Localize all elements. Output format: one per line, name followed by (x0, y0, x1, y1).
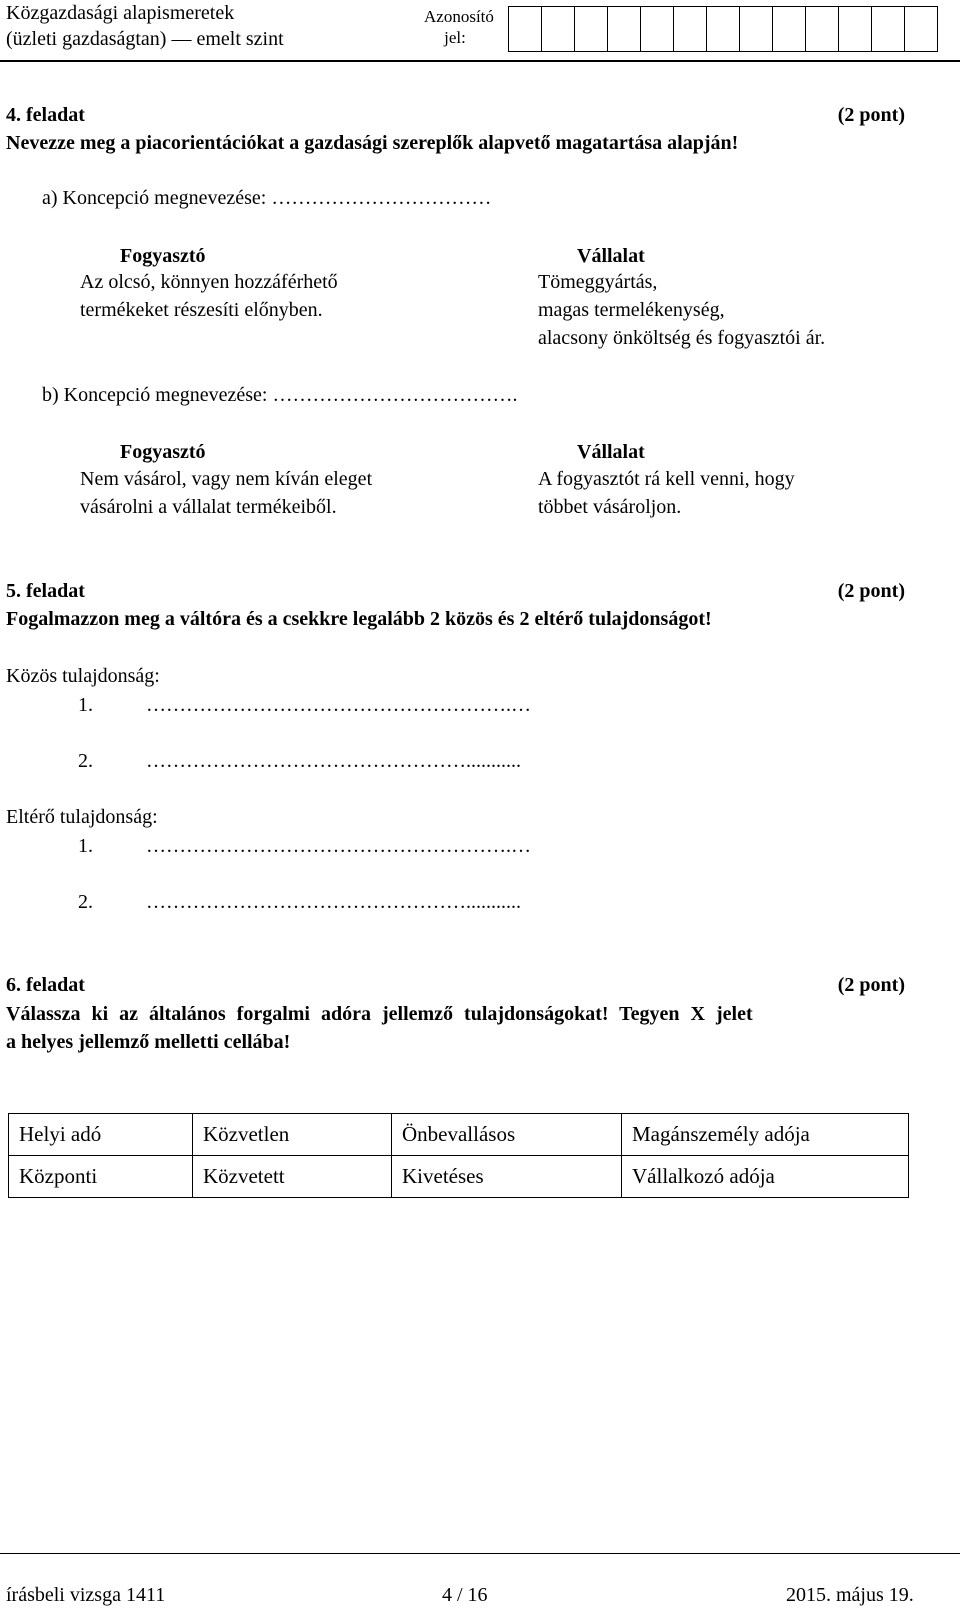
task4-b-consumer-line2: vásárolni a vállalat termékeiből. (80, 496, 337, 518)
task4-a-label[interactable]: a) Koncepció megnevezése: …………………………… (42, 187, 492, 209)
footer-exam-code: írásbeli vizsga 1411 (6, 1584, 166, 1606)
task6-number: 6. feladat (6, 974, 85, 996)
id-box[interactable] (838, 6, 872, 52)
common-2-answer[interactable]: …………………………………………........... (146, 750, 521, 772)
task4-heading (6, 101, 905, 129)
table-row (9, 1156, 909, 1198)
task5-question: Fogalmazzon meg a váltóra és a csekkre legalább 2 közös és 2 eltérő tulajdonságot! (6, 608, 712, 630)
common-1-number: 1. (78, 694, 93, 716)
id-box[interactable] (904, 6, 938, 52)
diff-1-answer[interactable]: ……………………………………………….… (146, 835, 531, 857)
id-box[interactable] (508, 6, 542, 52)
id-box[interactable] (541, 6, 575, 52)
diff-1-number: 1. (78, 835, 93, 857)
task4-a-consumer-title: Fogyasztó (120, 245, 206, 267)
id-box[interactable] (607, 6, 641, 52)
common-1-answer[interactable]: ……………………………………………….… (146, 694, 531, 716)
task5-points: (2 pont) (837, 580, 905, 602)
table-cell[interactable]: Vállalkozó adója (622, 1156, 909, 1198)
header-divider (0, 60, 960, 62)
common-2-number: 2. (78, 750, 93, 772)
task4-question: Nevezze meg a piacorientációkat a gazdasági szereplők alapvető magatartása alapján! (6, 132, 739, 154)
task4-b-consumer-title: Fogyasztó (120, 441, 206, 463)
task4-b-company-line2: többet vásároljon. (538, 496, 682, 518)
id-box[interactable] (772, 6, 806, 52)
table-cell[interactable]: Önbevallásos (392, 1114, 622, 1156)
common-label: Közös tulajdonság: (6, 665, 160, 687)
task6-question-line2: a helyes jellemző melletti cellába! (6, 1031, 291, 1053)
task4-a-consumer-line2: termékeket részesíti előnyben. (80, 299, 323, 321)
footer-page-number: 4 / 16 (442, 1584, 488, 1606)
id-box[interactable] (640, 6, 674, 52)
task6-heading (6, 971, 905, 999)
exam-subject (6, 0, 284, 52)
task6-question-line1: Válassza ki az általános forgalmi adóra jellemző tulajdonságokat! Tegyen X jelet (6, 1003, 753, 1025)
task4-b-consumer-line1: Nem vásárol, vagy nem kíván eleget (80, 468, 373, 490)
subject-line-1: Közgazdasági alapismeretek (6, 2, 235, 24)
task4-b-company-title: Vállalat (577, 441, 645, 463)
task5-number: 5. feladat (6, 580, 85, 602)
task5-heading (6, 577, 905, 605)
id-box[interactable] (805, 6, 839, 52)
table-cell[interactable]: Helyi adó (9, 1114, 193, 1156)
task4-points: (2 pont) (837, 104, 905, 126)
task4-a-company-line2: magas termelékenység, (538, 299, 725, 321)
diff-label: Eltérő tulajdonság: (6, 806, 158, 828)
task4-a-company-line3: alacsony önköltség és fogyasztói ár. (538, 327, 826, 349)
vat-properties-table (8, 1113, 909, 1198)
table-cell[interactable]: Kivetéses (392, 1156, 622, 1198)
id-boxes (509, 6, 938, 52)
footer-divider (0, 1553, 960, 1554)
table-cell[interactable]: Központi (9, 1156, 193, 1198)
task4-b-label[interactable]: b) Koncepció megnevezése: ………………………………. (42, 384, 518, 406)
diff-2-number: 2. (78, 891, 93, 913)
task6-points: (2 pont) (837, 974, 905, 996)
task4-number: 4. feladat (6, 104, 85, 126)
id-box[interactable] (739, 6, 773, 52)
table-cell[interactable]: Magánszemély adója (622, 1114, 909, 1156)
id-box[interactable] (871, 6, 905, 52)
table-row (9, 1114, 909, 1156)
task4-a-company-title: Vállalat (577, 245, 645, 267)
id-box[interactable] (706, 6, 740, 52)
task4-a-company-line1: Tömeggyártás, (538, 271, 658, 293)
diff-2-answer[interactable]: …………………………………………........... (146, 891, 521, 913)
task4-a-consumer-line1: Az olcsó, könnyen hozzáférhető (80, 271, 338, 293)
id-box[interactable] (574, 6, 608, 52)
table-cell[interactable]: Közvetlen (193, 1114, 392, 1156)
subject-line-2: (üzleti gazdaságtan) — emelt szint (6, 28, 284, 50)
footer-date: 2015. május 19. (786, 1584, 914, 1606)
id-box[interactable] (673, 6, 707, 52)
id-label: Azonosító jel: (424, 7, 494, 47)
task4-b-company-line1: A fogyasztót rá kell venni, hogy (538, 468, 795, 490)
table-cell[interactable]: Közvetett (193, 1156, 392, 1198)
